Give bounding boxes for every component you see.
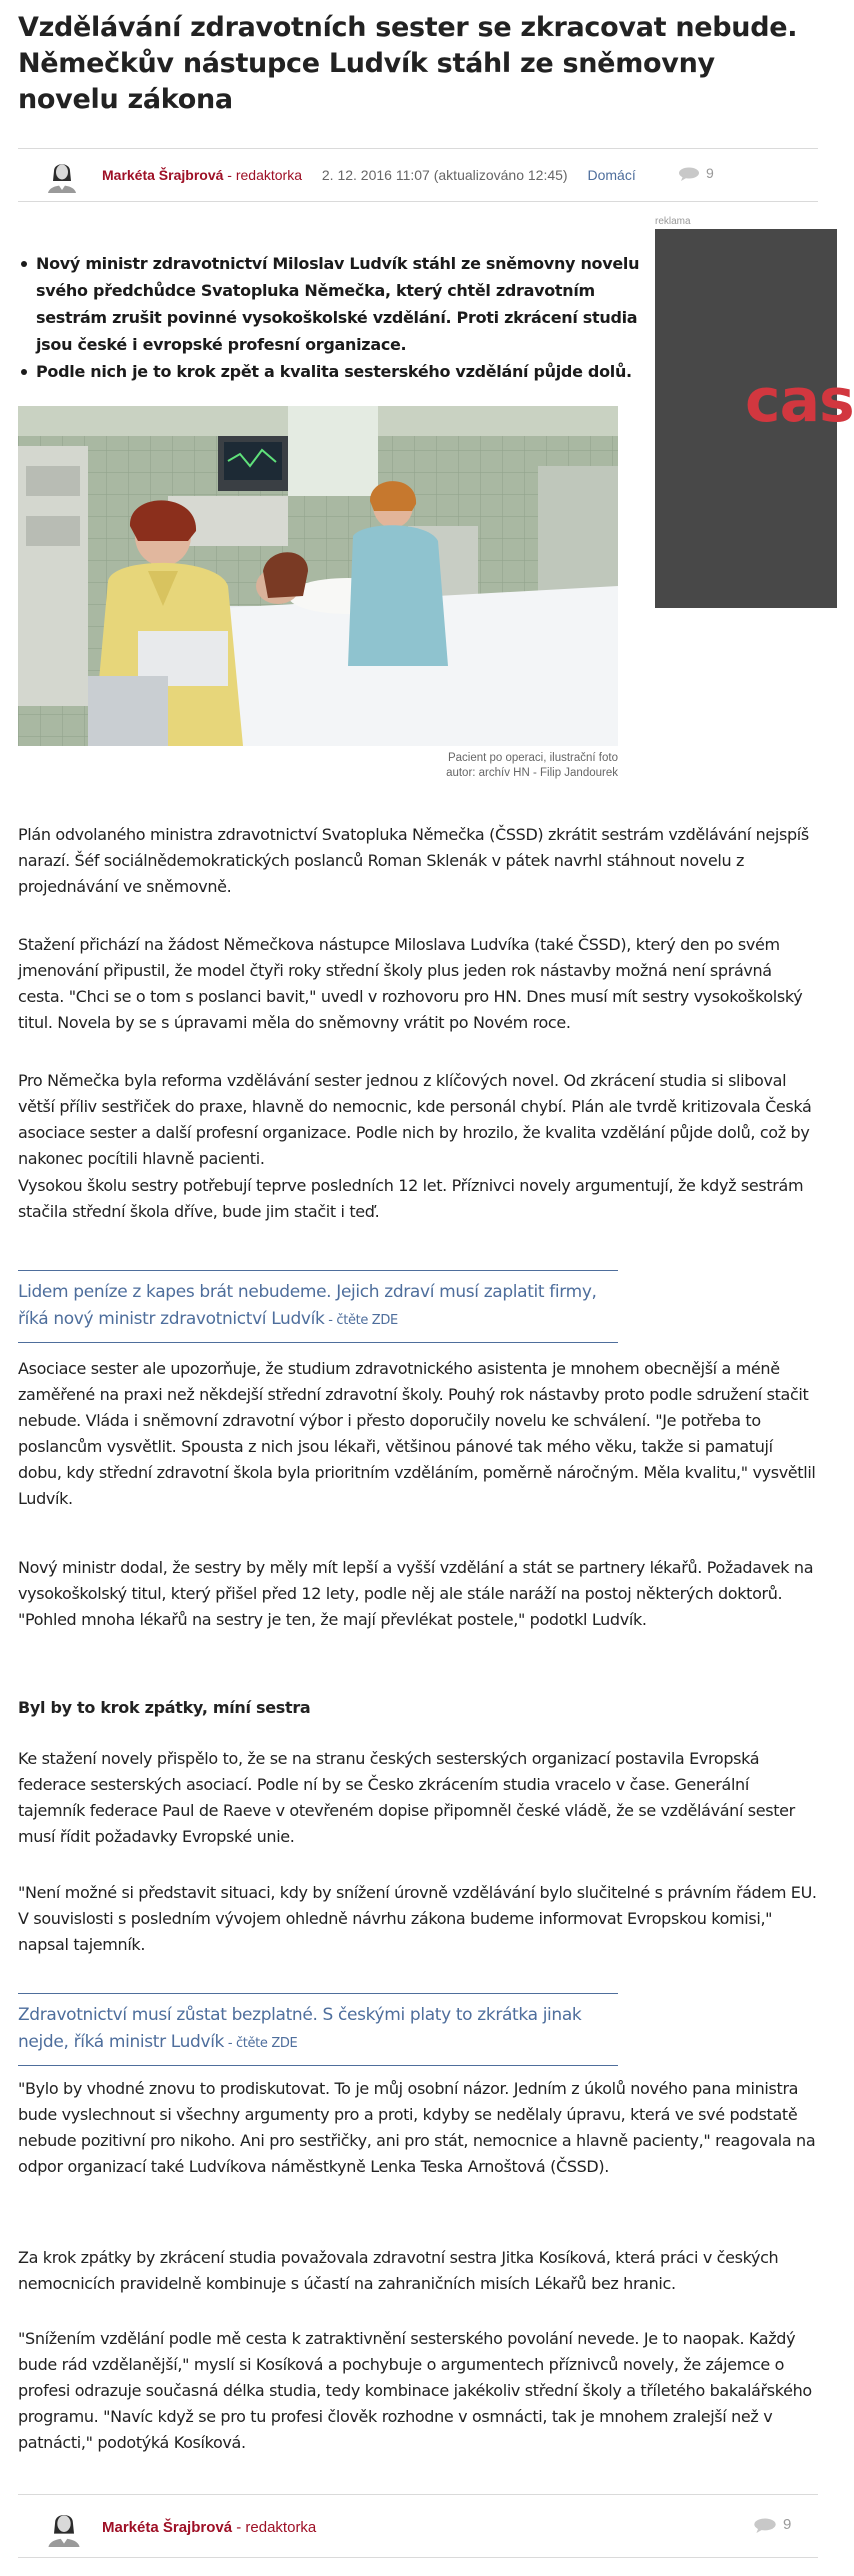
paragraph: Nový ministr dodal, že sestry by měly mít lepší a vyšší vzdělání a stát se partnery lékařů. Požadavek na vysokoškolský titul, který přišel před 12 lety, podle něj ale stále naráží na postoj některých doktorů. "Pohled mnoha lékařů na sestry je ten, že mají převlékat postele," podotkl Ludvík. (18, 1558, 814, 1629)
comments-count: 9 (706, 165, 714, 181)
photo-caption (18, 751, 618, 781)
advertisement-banner[interactable] (655, 229, 854, 608)
paragraph: "Není možné si představit situaci, kdy by snížení úrovně vzdělávání bylo slučitelné s právním řádem EU. V souvislosti s posledním vývojem ohledně návrhu zákona budeme informovat Evropskou komisi," napsal tajemník. (18, 1883, 817, 1954)
paragraph: Stažení přichází na žádost Němečkova nástupce Miloslava Ludvíka (také ČSSD), který den po svém jmenování připustil, že model čtyři roky střední školy plus jeden rok nástavby možná není správná cesta. "Chci se o tom s poslanci bavit," uvedl v rozhovoru pro HN. Dnes musí mít sestry vysokoškolský titul. Novela by se s úpravami měla do sněmovny vrátit po Novém roce. (18, 935, 803, 1032)
read-more-link[interactable]: - čtěte ZDE (224, 2036, 298, 2051)
comments-link[interactable] (753, 2516, 791, 2533)
related-article-box (18, 1993, 618, 2066)
perex-item: Podle nich je to krok zpět a kvalita sesterského vzdělání půjde dolů. (18, 358, 648, 385)
ad-brand-logo: cas (745, 366, 854, 436)
comments-link[interactable] (678, 165, 714, 181)
paragraph: Ke stažení novely přispělo to, že se na stranu českých sesterských organizací postavila Evropská federace sesterských asociací. Podle ní by se Česko zkrácením studia vracelo v čase. Generální tajemník federace Paul de Raeve v otevřeném dopise připomněl české vládě, že se vzdělávání sester musí řídit požadavky Evropské unie. (18, 1749, 795, 1846)
paragraph: Asociace sester ale upozorňuje, že studium zdravotnického asistenta je mnohem obecnější a méně zaměřené na praxi než někdejší střední zdravotní školy. Pouhý rok nástavby proto podle sdružení stačit nebude. Vláda i sněmovní zdravotní výbor i přesto doporučily novelu ke schválení. "Je potřeba to poslancům vysvětlit. Spousta z nich jsou lékaři, většinou pánové tak mého věku, takže si pamatují dobu, kdy střední zdravotní škola byla prioritním vzděláním, poměrně náročným. Měla kvalitu," vysvětlil Ludvík. (18, 1359, 816, 1508)
comment-bubble-icon (678, 167, 700, 181)
article-footer-author-bar (18, 2494, 818, 2558)
footer-author-line (102, 2519, 316, 2536)
section-subheading: Byl by to krok zpátky, míní sestra (18, 1698, 311, 1717)
paragraph: Pro Němečka byla reforma vzdělávání sester jednou z klíčových novel. Od zkrácení studia si sliboval větší příliv sestřiček do praxe, hlavně do nemocnic, kde personál chybí. Plán ale tvrdě kritizovala Česká asociace sester a další profesní organizace. Podle nich by hrozilo, že kvalita vzdělání půjde dolů, což by nakonec pocítili hlavně pacienti. (18, 1071, 812, 1168)
comment-bubble-icon (753, 2518, 777, 2533)
author-avatar[interactable] (44, 2507, 84, 2547)
author-role: - redaktorka (223, 167, 302, 183)
author-name[interactable]: Markéta Šrajbrová (102, 167, 224, 183)
read-more-link[interactable]: - čtěte ZDE (324, 1313, 398, 1328)
author-avatar[interactable] (44, 157, 80, 193)
meta-line (102, 167, 636, 183)
related-article-box (18, 1270, 618, 1343)
section-link[interactable]: Domácí (587, 167, 636, 183)
article-title: Vzdělávání zdravotních sester se zkracovat nebude. Němečkův nástupce Ludvík stáhl ze sněmovny novelu zákona (18, 12, 798, 115)
photo-caption-text: Pacient po operaci, ilustrační foto (447, 752, 618, 764)
photo-hospital-scene (18, 406, 618, 746)
paragraph: Za krok zpátky by zkrácení studia považovala zdravotní sestra Jitka Kosíková, která práci v českých nemocnicích pravidelně kombinuje s účastí na zahraničních misích Lékařů bez hranic. (18, 2248, 779, 2293)
related-article-link[interactable] (18, 1282, 597, 1329)
related-article-title: Zdravotnictví musí zůstat bezplatné. S českými platy to zkrátka jinak nejde, říká ministr Ludvík (18, 2005, 582, 2052)
paragraph: "Bylo by vhodné znovu to prodiskutovat. To je můj osobní názor. Jedním z úkolů nového pana ministra bude vyslechnout si všechny argumenty pro a proti, kdyby se nedělaly úpravu, která ve své podstatě nebude pozitivní pro nikoho. Ani pro sestřičky, ani pro stát, nemocnice a hlavně pacienty," reagovala na odpor organizací také Ludvíkova náměstkyně Lenka Teska Arnoštová (ČSSD). (18, 2079, 816, 2176)
paragraph: Plán odvolaného ministra zdravotnictví Svatopluka Němečka (ČSSD) zkrátit sestrám vzdělávání nejspíš narazí. Šéf sociálnědemokratických poslanců Roman Sklenák v pátek navrhl stáhnout novelu z projednávání ve sněmovně. (18, 825, 809, 896)
comments-count: 9 (783, 2516, 792, 2533)
photo-credit: autor: archív HN - Filip Jandourek (446, 767, 618, 779)
ad-label: reklama (655, 216, 691, 227)
article-meta-bar (18, 148, 818, 202)
related-article-link[interactable] (18, 2005, 581, 2052)
article-photo[interactable] (18, 406, 618, 746)
paragraph: Vysokou školu sestry potřebují teprve posledních 12 let. Příznivci novely argumentují, že když sestrám stačila střední škola dříve, bude jim stačit i teď. (18, 1176, 804, 1221)
author-role: - redaktorka (232, 2519, 317, 2536)
publish-date: 2. 12. 2016 11:07 (aktualizováno 12:45) (321, 167, 568, 183)
perex-item: Nový ministr zdravotnictví Miloslav Ludvík stáhl ze sněmovny novelu svého předchůdce Svatopluka Němečka, který chtěl zdravotním sestrám zrušit povinné vysokoškolské vzdělání. Proti zkrácení studia jsou české i evropské profesní organizace. (18, 250, 648, 358)
author-name[interactable]: Markéta Šrajbrová (102, 2519, 233, 2536)
article-perex (18, 250, 648, 385)
related-article-title: Lidem peníze z kapes brát nebudeme. Jejich zdraví musí zaplatit firmy, říká nový ministr zdravotnictví Ludvík (18, 1282, 597, 1329)
paragraph: "Snížením vzdělání podle mě cesta k zatraktivnění sesterského povolání nevede. Je to naopak. Každý bude rád vzdělanější," myslí si Kosíková a pochybuje o argumentech příznivců novely, že zájemce o profesi odrazuje současná délka studia, tedy kombinace jakékoliv střední školy a tříletého bakalářského programu. "Navíc když se pro tu profesi člověk rozhodne v osmnácti, tak je mnohem zralejší než v patnácti," podotýká Kosíková. (18, 2329, 812, 2452)
